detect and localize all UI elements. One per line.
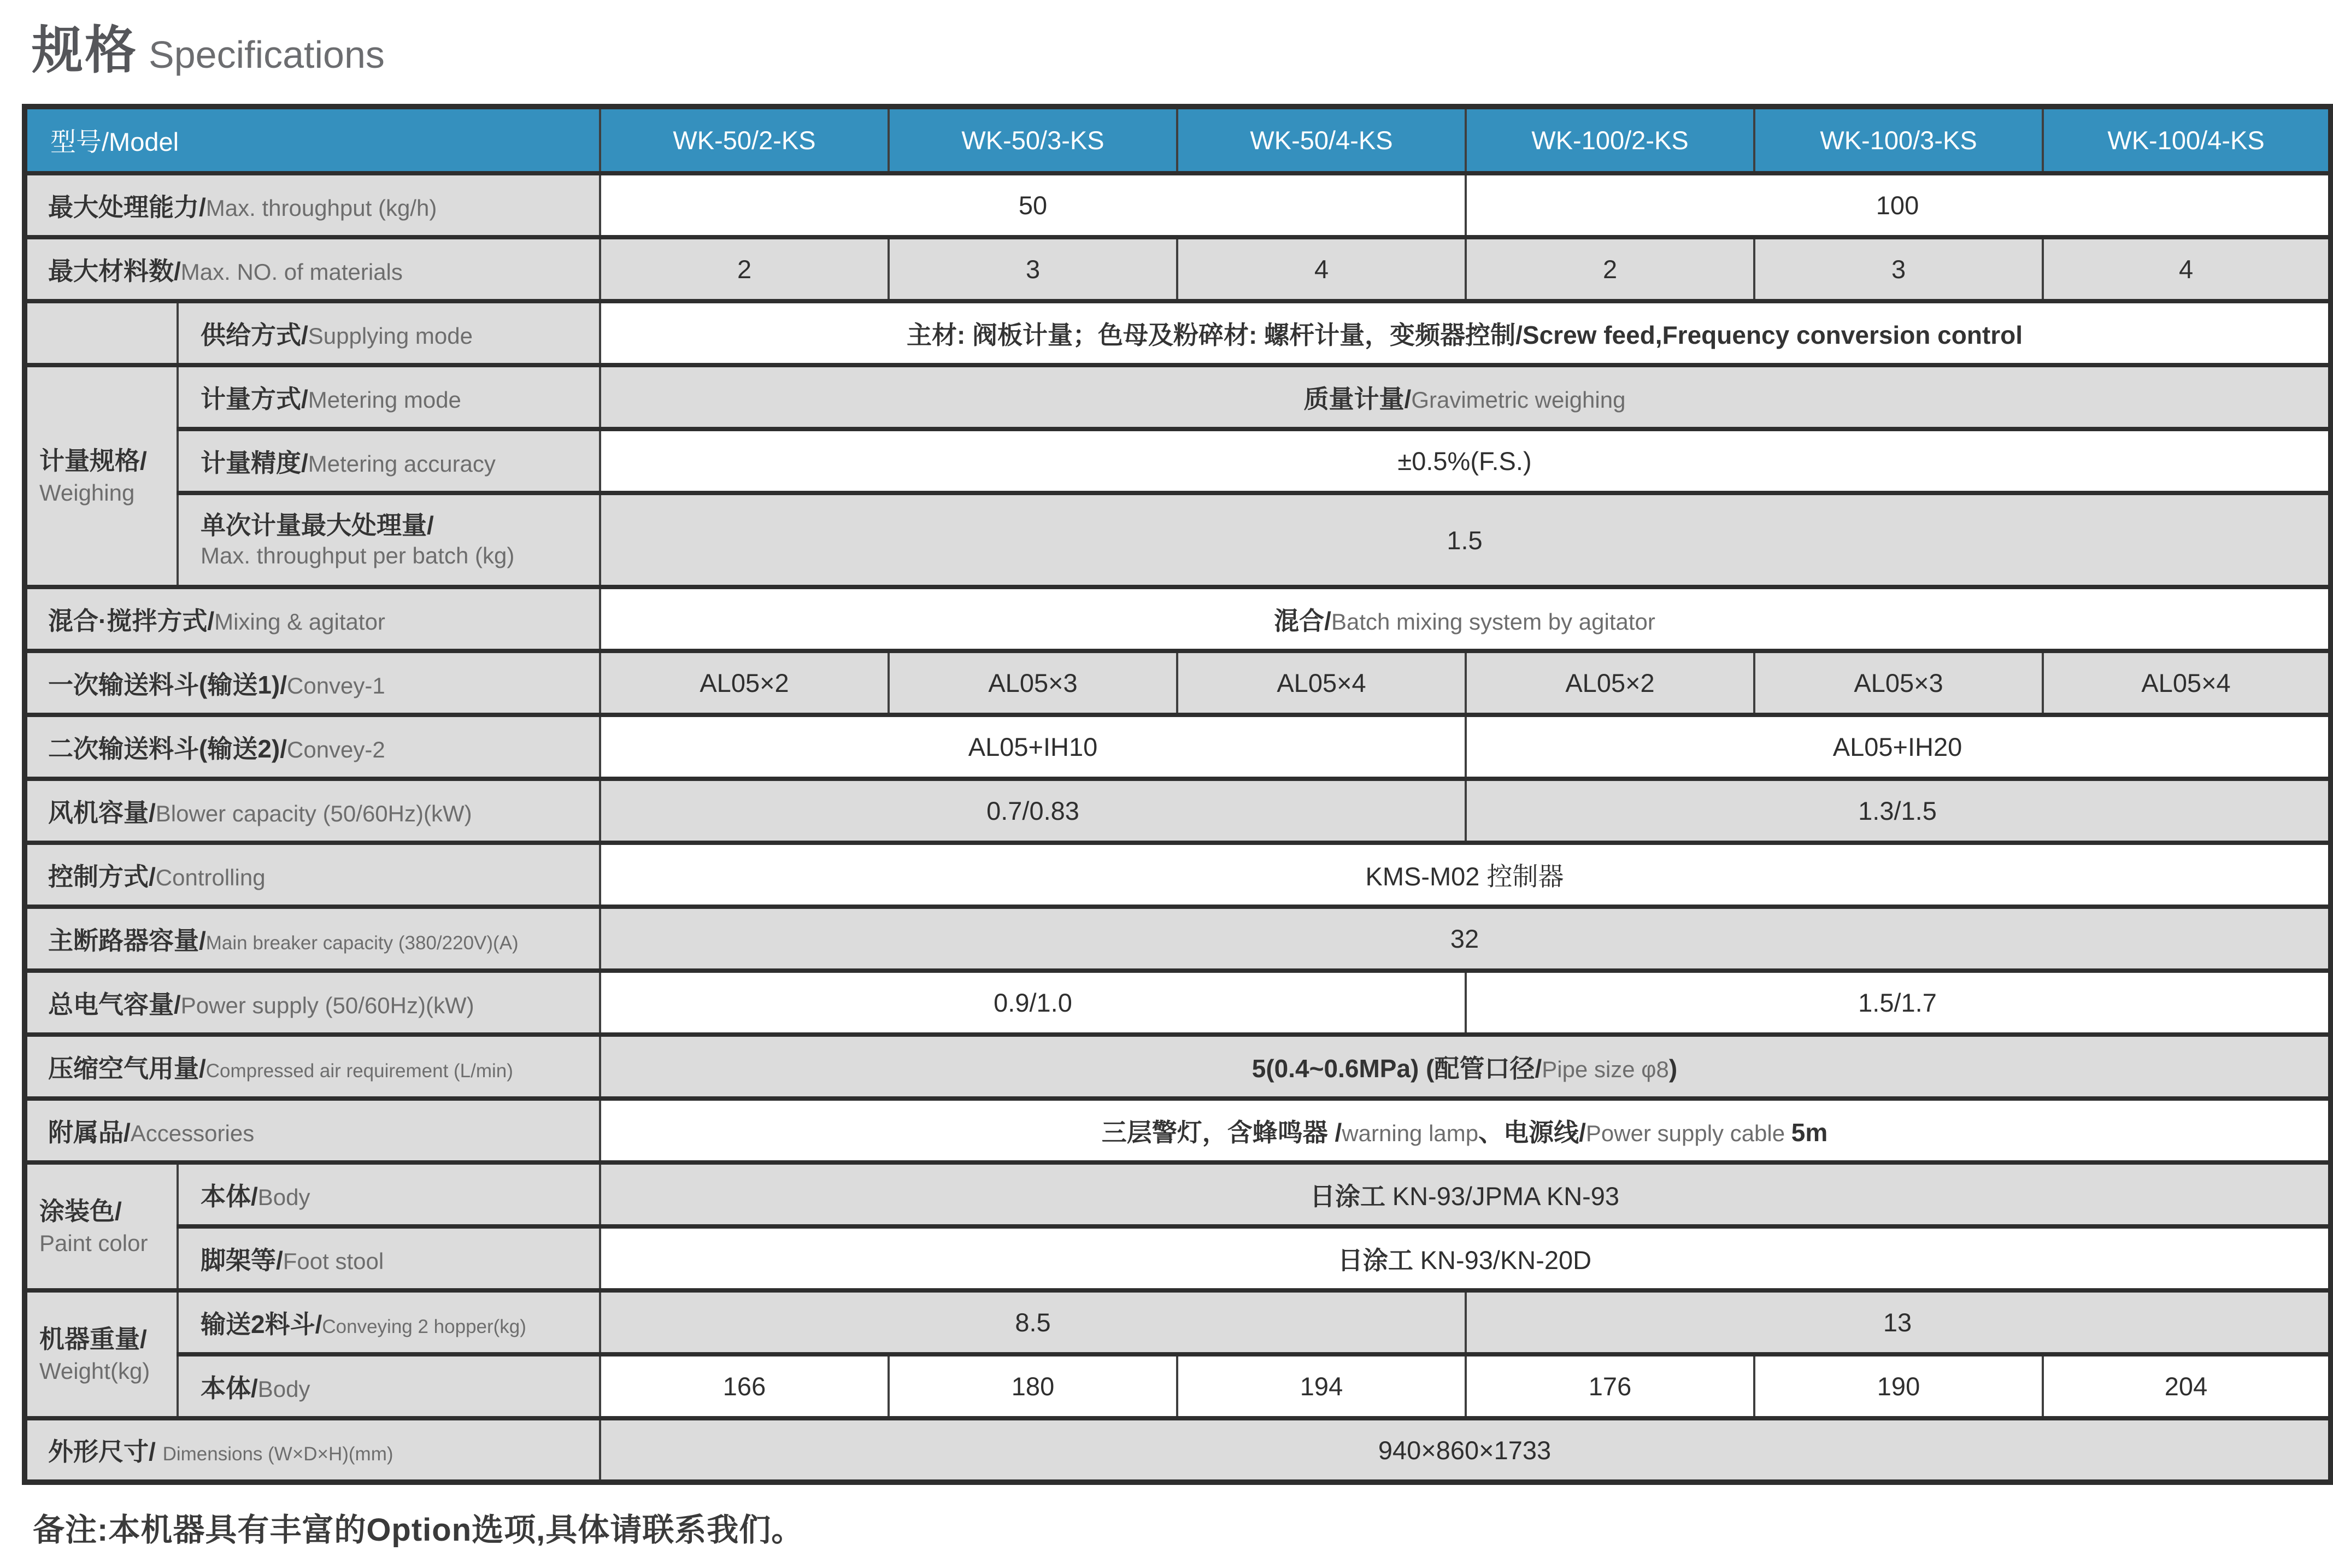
row-label <box>25 971 600 1035</box>
cell-text: AL05×3 <box>988 668 1078 697</box>
value-cell <box>600 173 1466 237</box>
value-cell <box>1177 1354 1466 1418</box>
value-cell <box>1754 651 2043 715</box>
cell-text: 1.3/1.5 <box>1858 796 1937 825</box>
cell-text: ) <box>1668 1054 1678 1083</box>
value-cell <box>600 493 2331 587</box>
spec-table <box>22 104 2333 1485</box>
row-label <box>25 843 600 907</box>
value-cell <box>2043 1354 2331 1418</box>
cell-text: 外形尺寸/ <box>48 1437 163 1466</box>
header-cell: WK-50/4-KS <box>1177 107 1466 173</box>
cell-text: warning lamp <box>1342 1120 1479 1146</box>
cell-text: 166 <box>722 1372 766 1401</box>
value-cell <box>2043 651 2331 715</box>
cell-text: AL05×3 <box>1854 668 1943 697</box>
value-cell <box>600 1290 1466 1354</box>
cell-text: 主断路器容量/ <box>48 926 206 955</box>
value-cell <box>889 1354 1177 1418</box>
group-label <box>25 1290 178 1418</box>
value-cell <box>1466 651 1754 715</box>
value-cell <box>1754 1354 2043 1418</box>
cell-text: Metering accuracy <box>308 450 496 477</box>
cell-text: Metering mode <box>308 386 461 413</box>
cell-text: Gravimetric weighing <box>1411 386 1626 413</box>
cell-text: Max. NO. of materials <box>180 259 403 285</box>
value-cell <box>600 651 889 715</box>
cell-text: Batch mixing system by agitator <box>1331 608 1655 635</box>
cell-text: 3 <box>1891 255 1906 284</box>
cell-text: 0.7/0.83 <box>986 796 1079 825</box>
cell-text: AL05×2 <box>700 668 789 697</box>
cell-text: Dimensions (W×D×H)(mm) <box>162 1443 393 1465</box>
cell-text: 计量精度/ <box>201 448 308 477</box>
cell-text: 日涂工 <box>1309 1182 1392 1211</box>
value-cell <box>600 1099 2331 1162</box>
value-cell <box>600 843 2331 907</box>
value-cell <box>600 587 2331 651</box>
cell-text: 一次输送料斗(输送1)/ <box>48 670 287 699</box>
cell-text: 机器重量/ <box>39 1324 147 1353</box>
cell-text: KN-93/KN-20D <box>1420 1245 1592 1275</box>
footer-note: 备注:本机器具有丰富的Option选项,具体请联系我们。 <box>33 1512 804 1548</box>
cell-text: Max. throughput per batch (kg) <box>201 542 515 568</box>
sub-label <box>178 301 600 365</box>
cell-text: 1.5/1.7 <box>1858 988 1937 1017</box>
sub-label <box>178 1290 600 1354</box>
group-label <box>25 1162 178 1290</box>
value-cell <box>889 651 1177 715</box>
value-cell <box>600 715 1466 779</box>
value-cell <box>1177 651 1466 715</box>
spec-table-body <box>25 107 2331 1482</box>
row-label <box>25 1035 600 1099</box>
cell-text: Compressed air requirement (L/min) <box>205 1060 513 1082</box>
value-cell <box>600 365 2331 429</box>
cell-text: Weighing <box>39 479 135 506</box>
value-cell <box>1177 237 1466 301</box>
cell-text: 本体/ <box>201 1182 258 1211</box>
value-cell <box>889 237 1177 301</box>
sub-label <box>178 1354 600 1418</box>
cell-text: KN-93/JPMA KN-93 <box>1392 1181 1620 1211</box>
cell-text: 脚架等/ <box>201 1246 283 1275</box>
cell-text: Controlling <box>155 864 266 890</box>
cell-text: Power supply cable <box>1585 1120 1791 1146</box>
value-cell <box>1466 779 2331 843</box>
value-cell <box>1466 715 2331 779</box>
cell-text: 5m <box>1791 1118 1828 1147</box>
cell-text: 2 <box>1602 255 1618 284</box>
row-label <box>25 1418 600 1482</box>
cell-text: 质量计量/ <box>1303 384 1412 413</box>
cell-text: 二次输送料斗(输送2)/ <box>48 734 287 763</box>
value-cell <box>600 779 1466 843</box>
row-label <box>25 237 600 301</box>
value-cell <box>600 1354 889 1418</box>
cell-text: Body <box>257 1184 310 1210</box>
value-cell <box>600 1418 2331 1482</box>
cell-text: Convey-2 <box>287 736 385 762</box>
value-cell <box>1466 173 2331 237</box>
row-label <box>25 1099 600 1162</box>
cell-text: 最大处理能力/ <box>48 192 206 221</box>
value-cell <box>1466 1354 1754 1418</box>
cell-text: 100 <box>1876 191 1919 220</box>
sub-label <box>178 1226 600 1290</box>
cell-text: KMS-M02 控制器 <box>1365 862 1564 891</box>
cell-text: 1.5 <box>1447 525 1483 555</box>
cell-text: AL05×2 <box>1565 668 1655 697</box>
value-cell <box>1466 1290 2331 1354</box>
cell-text: 混合/ <box>1274 606 1331 635</box>
cell-text: 输送2料斗/ <box>201 1309 322 1338</box>
header-cell: WK-50/3-KS <box>889 107 1177 173</box>
cell-text: Blower capacity (50/60Hz)(kW) <box>155 800 472 826</box>
cell-text: Supplying mode <box>308 322 473 349</box>
sub-label <box>178 1162 600 1226</box>
cell-text: Weight(kg) <box>39 1358 150 1384</box>
cell-text: 5(0.4~0.6MPa) (配管口径/ <box>1251 1054 1542 1083</box>
page-title-zh: 规格 <box>32 21 138 79</box>
cell-text: 3 <box>1025 255 1041 284</box>
cell-text: 176 <box>1588 1372 1632 1401</box>
cell-text: 194 <box>1300 1372 1343 1401</box>
page-title <box>32 9 385 83</box>
cell-text: 混合·搅拌方式/ <box>48 606 215 635</box>
cell-text: 0.9/1.0 <box>994 988 1072 1017</box>
sub-label <box>178 429 600 493</box>
cell-text: 50 <box>1018 191 1048 220</box>
cell-text: 4 <box>2178 255 2194 284</box>
row-label <box>25 779 600 843</box>
sub-label <box>178 365 600 429</box>
cell-text: AL05×4 <box>2141 668 2231 697</box>
cell-text: 日涂工 <box>1337 1246 1420 1275</box>
cell-text: 单次计量最大处理量/ <box>201 511 434 539</box>
cell-text: 三层警灯，含蜂鸣器 / <box>1101 1118 1342 1147</box>
cell-text: 供给方式/ <box>201 320 308 349</box>
value-cell <box>600 1226 2331 1290</box>
value-cell <box>2043 237 2331 301</box>
cell-text: 本体/ <box>201 1373 258 1402</box>
row-label <box>25 907 600 971</box>
cell-text: Foot stool <box>283 1248 384 1274</box>
cell-text: 附属品/ <box>48 1118 131 1147</box>
cell-text: 940×860×1733 <box>1378 1435 1552 1465</box>
cell-text: Convey-1 <box>287 672 385 698</box>
cell-text: 计量方式/ <box>201 384 308 413</box>
cell-text: 最大材料数/ <box>48 256 181 285</box>
cell-text: Paint color <box>39 1230 148 1256</box>
cell-text: Power supply (50/60Hz)(kW) <box>180 992 474 1018</box>
cell-text: 涂装色/ <box>39 1196 122 1225</box>
cell-text: 13 <box>1883 1308 1912 1337</box>
cell-text: Pipe size φ8 <box>1542 1056 1669 1082</box>
cell-text: AL05×4 <box>1277 668 1366 697</box>
cell-text: Main breaker capacity (380/220V)(A) <box>205 932 519 954</box>
value-cell <box>600 429 2331 493</box>
cell-text: Max. throughput (kg/h) <box>205 195 437 221</box>
cell-text: 计量规格/ <box>39 446 147 475</box>
cell-text: 主材: 阀板计量；色母及粉碎材: 螺杆计量，变频器控制/Screw feed,Frequency conversion control <box>906 320 2023 349</box>
header-cell: WK-100/4-KS <box>2043 107 2331 173</box>
group-label <box>25 301 178 365</box>
value-cell <box>600 1035 2331 1099</box>
row-label <box>25 173 600 237</box>
cell-text: 4 <box>1314 255 1329 284</box>
value-cell <box>1754 237 2043 301</box>
cell-text: 190 <box>1877 1372 1920 1401</box>
cell-text: 、电源线/ <box>1478 1118 1586 1147</box>
value-cell <box>600 1162 2331 1226</box>
header-cell-model: 型号/Model <box>25 107 600 173</box>
row-label <box>25 587 600 651</box>
value-cell <box>1466 971 2331 1035</box>
cell-text: 8.5 <box>1015 1308 1051 1337</box>
cell-text: 压缩空气用量/ <box>48 1054 206 1083</box>
page-title-en: Specifications <box>149 33 385 76</box>
sub-label <box>178 493 600 587</box>
value-cell <box>600 971 1466 1035</box>
cell-text: 控制方式/ <box>48 862 156 891</box>
value-cell <box>600 907 2331 971</box>
cell-text: Body <box>257 1376 310 1402</box>
cell-text: 32 <box>1450 924 1479 953</box>
header-cell: WK-100/2-KS <box>1466 107 1754 173</box>
header-cell: WK-50/2-KS <box>600 107 889 173</box>
cell-text: ±0.5%(F.S.) <box>1397 447 1532 475</box>
row-label <box>25 651 600 715</box>
cell-text: AL05+IH20 <box>1832 732 1962 761</box>
value-cell <box>1466 237 1754 301</box>
group-label <box>25 365 178 587</box>
cell-text: 总电气容量/ <box>48 990 181 1019</box>
cell-text: AL05+IH10 <box>968 732 1098 761</box>
header-cell: WK-100/3-KS <box>1754 107 2043 173</box>
value-cell <box>600 237 889 301</box>
value-cell <box>600 301 2331 365</box>
cell-text: 204 <box>2164 1372 2208 1401</box>
cell-text: Mixing & agitator <box>214 608 385 635</box>
cell-text: Accessories <box>130 1120 255 1146</box>
cell-text: 180 <box>1011 1372 1055 1401</box>
cell-text: Conveying 2 hopper(kg) <box>322 1316 526 1337</box>
cell-text: 2 <box>737 255 752 284</box>
cell-text: 风机容量/ <box>48 798 156 827</box>
row-label <box>25 715 600 779</box>
